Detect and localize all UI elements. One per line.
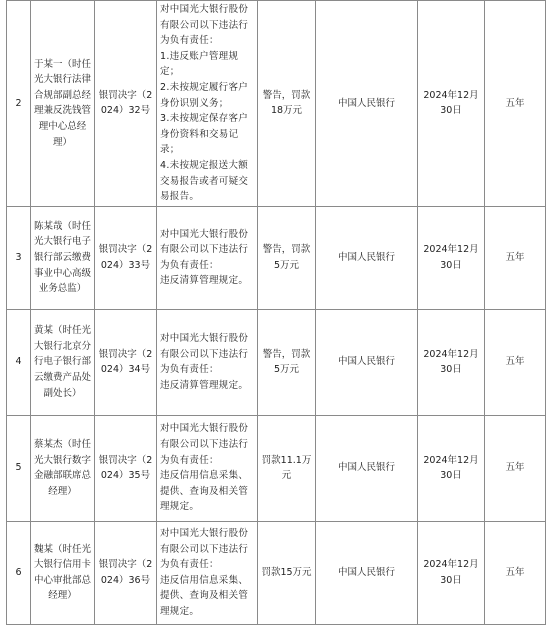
table-row xyxy=(7,309,546,415)
publication-period: 五年 xyxy=(485,521,546,624)
decision-number: 银罚决字（2024）34号 xyxy=(95,309,157,415)
violation-fact-line: 违反信用信息采集、提供、查询及相关管理规定。 xyxy=(160,470,249,513)
decision-number: 银罚决字（2024）35号 xyxy=(95,415,157,521)
issuing-authority: 中国人民银行 xyxy=(316,1,418,207)
party-name: 黄某（时任光大银行北京分行电子银行部云缴费产品处副处长） xyxy=(31,309,95,415)
violation-fact-line: 违反清算管理规定。 xyxy=(160,275,249,287)
table-row xyxy=(7,415,546,521)
row-number: 6 xyxy=(7,521,31,624)
issuing-authority: 中国人民银行 xyxy=(316,415,418,521)
penalty-content: 罚款11.1万元 xyxy=(258,415,316,521)
decision-number: 银罚决字（2024）33号 xyxy=(95,206,157,309)
violation-fact-line: 2.未按规定履行客户身份识别义务； xyxy=(160,81,249,109)
issuing-authority: 中国人民银行 xyxy=(316,521,418,624)
violation-fact-line: 对中国光大银行股份有限公司以下违法行为负有责任： xyxy=(160,333,249,376)
decision-date: 2024年12月30日 xyxy=(418,206,485,309)
violation-facts xyxy=(157,415,258,521)
violation-fact-line: 对中国光大银行股份有限公司以下违法行为负有责任： xyxy=(160,527,249,571)
violation-fact-line: 3.未按规定保存客户身份资料和交易记录； xyxy=(160,113,249,156)
decision-date: 2024年12月30日 xyxy=(418,1,485,207)
penalty-content: 罚款15万元 xyxy=(258,521,316,624)
row-number: 4 xyxy=(7,309,31,415)
penalty-content: 警告，罚款5万元 xyxy=(258,206,316,309)
violation-facts xyxy=(157,1,258,207)
decision-date: 2024年12月30日 xyxy=(418,309,485,415)
decision-number: 银罚决字（2024）32号 xyxy=(95,1,157,207)
issuing-authority: 中国人民银行 xyxy=(316,309,418,415)
decision-date: 2024年12月30日 xyxy=(418,521,485,624)
decision-date: 2024年12月30日 xyxy=(418,415,485,521)
penalty-content: 警告，罚款5万元 xyxy=(258,309,316,415)
party-name: 陈某哉（时任光大银行电子银行部云缴费事业中心高级业务总监） xyxy=(31,206,95,309)
party-name: 魏某（时任光大银行信用卡中心审批部总经理） xyxy=(31,521,95,624)
publication-period: 五年 xyxy=(485,206,546,309)
penalty-table xyxy=(6,0,546,625)
violation-fact-line: 违反清算管理规定。 xyxy=(160,379,249,391)
violation-facts xyxy=(157,206,258,309)
penalty-content: 警告，罚款18万元 xyxy=(258,1,316,207)
table-row xyxy=(7,206,546,309)
violation-fact-line: 对中国光大银行股份有限公司以下违法行为负有责任： xyxy=(160,423,249,466)
violation-fact-line: 对中国光大银行股份有限公司以下违法行为负有责任： xyxy=(160,4,249,47)
publication-period: 五年 xyxy=(485,1,546,207)
violation-facts xyxy=(157,309,258,415)
violation-fact-line: 违反信用信息采集、提供、查询及相关管理规定。 xyxy=(160,574,249,617)
violation-facts xyxy=(157,521,258,624)
party-name: 蔡某杰（时任光大银行数字金融部联席总经理） xyxy=(31,415,95,521)
publication-period: 五年 xyxy=(485,415,546,521)
violation-fact-line: 4.未按规定报送大额交易报告或者可疑交易报告。 xyxy=(160,159,249,203)
row-number: 2 xyxy=(7,1,31,207)
table-row xyxy=(7,1,546,207)
table-row xyxy=(7,521,546,624)
row-number: 3 xyxy=(7,206,31,309)
issuing-authority: 中国人民银行 xyxy=(316,206,418,309)
violation-fact-line: 1.违反账户管理规定； xyxy=(160,50,239,78)
party-name: 于某一（时任光大银行法律合规部副总经理兼反洗钱管理中心总经理） xyxy=(31,1,95,207)
decision-number: 银罚决字（2024）36号 xyxy=(95,521,157,624)
violation-fact-line: 对中国光大银行股份有限公司以下违法行为负有责任： xyxy=(160,228,249,271)
row-number: 5 xyxy=(7,415,31,521)
publication-period: 五年 xyxy=(485,309,546,415)
